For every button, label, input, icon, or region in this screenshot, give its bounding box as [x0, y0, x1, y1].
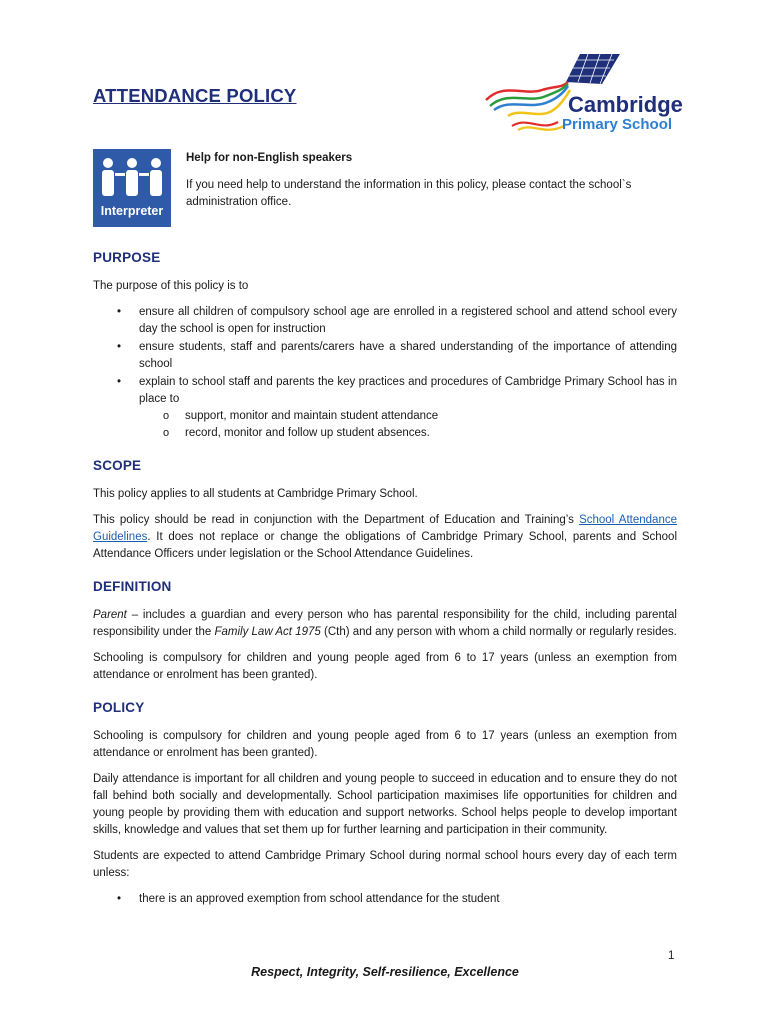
definition-paragraph-2: Schooling is compulsory for children and young people aged from 6 to 17 years (unless an exemption from attendance or enrolment has been granted).	[93, 652, 677, 681]
purpose-bullet: • ensure all children of compulsory school age are enrolled in a registered school and attend school every day the school is open for instruction	[139, 304, 677, 338]
purpose-heading: PURPOSE	[93, 250, 161, 265]
help-text: If you need help to understand the information in this policy, please contact the school`s administration office.	[186, 179, 632, 208]
policy-paragraph-1: Schooling is compulsory for children and young people aged from 6 to 17 years (unless an exemption from attendance or enrolment has been granted).	[93, 730, 677, 759]
footer-motto: Respect, Integrity, Self-resilience, Excellence	[251, 965, 519, 979]
purpose-sub-list	[139, 408, 677, 442]
purpose-sub-bullet: o support, monitor and maintain student attendance	[185, 408, 677, 425]
purpose-intro: The purpose of this policy is to	[93, 280, 249, 292]
act-name: Family Law Act 1975	[214, 626, 321, 638]
definition-text: (Cth) and any person with whom a child normally or regularly resides.	[320, 626, 677, 638]
document-body	[93, 248, 677, 918]
definition-text: – includes a guardian and every person who has parental responsibility for the child, including parental responsibility under the	[93, 609, 677, 638]
scope-paragraph-1: This policy applies to all students at Cambridge Primary School.	[93, 488, 418, 500]
school-logo	[484, 52, 694, 138]
definition-term: Parent	[93, 609, 127, 621]
definition-heading: DEFINITION	[93, 579, 172, 594]
purpose-list	[93, 304, 677, 442]
interpreter-icon	[93, 149, 171, 227]
policy-paragraph-3: Students are expected to attend Cambridge Primary School during normal school hours every day of each term unless:	[93, 850, 677, 879]
logo-line-2: Primary School	[562, 116, 673, 133]
interpreter-label: Interpreter	[100, 204, 164, 218]
purpose-bullet: • ensure students, staff and parents/carers have a shared understanding of the importance of attending school	[139, 339, 677, 373]
scope-text: This policy should be read in conjunction with the Department of Education and Training’s	[93, 514, 580, 526]
purpose-bullet	[139, 374, 677, 442]
purpose-sub-bullet: o record, monitor and follow up student absences.	[185, 425, 677, 442]
definition-paragraph-1	[93, 607, 677, 641]
page-title: ATTENDANCE POLICY	[93, 85, 297, 106]
school-attendance-guidelines-link[interactable]: School Attendance Guidelines	[93, 514, 677, 543]
scope-heading: SCOPE	[93, 458, 142, 473]
policy-list	[93, 891, 677, 908]
scope-paragraph-2	[93, 512, 677, 563]
scope-text: . It does not replace or change the obligations of Cambridge Primary School, parents and School Attendance Officers under legislation or the School Attendance Guidelines.	[93, 531, 677, 560]
help-box	[186, 150, 666, 211]
purpose-bullet-text: explain to school staff and parents the key practices and procedures of Cambridge Primary School has in place to	[139, 376, 677, 405]
logo-line-1: Cambridge	[568, 92, 683, 117]
policy-bullet: • there is an approved exemption from school attendance for the student	[139, 891, 677, 908]
policy-heading: POLICY	[93, 700, 145, 715]
page-number: 1	[668, 950, 675, 962]
policy-paragraph-2: Daily attendance is important for all children and young people to succeed in education and to ensure they do not fall behind both socially and developmentally. School participation maximises life opportunities for children and young people by providing them with education and support networks. School helps people to develop important skills, knowledge and values that set them up for further learning and participation in their community.	[93, 773, 677, 836]
help-heading: Help for non-English speakers	[186, 152, 353, 164]
